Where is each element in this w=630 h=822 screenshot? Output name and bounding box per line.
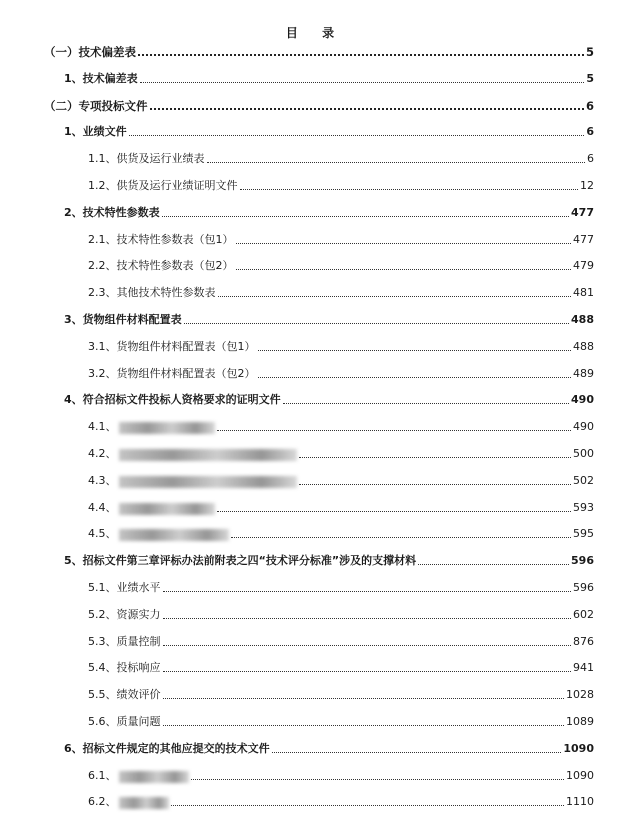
toc-entry-label: 5、招标文件第三章评标办法前附表之四“技术评分标准”涉及的支撑材料 (64, 554, 417, 567)
dot-leader (231, 537, 572, 538)
toc-entry[interactable] (64, 740, 594, 756)
toc-entry[interactable] (88, 257, 594, 273)
toc-entry-page: 479 (573, 259, 594, 272)
dot-leader (163, 698, 565, 699)
dot-leader (236, 269, 572, 270)
toc-entry-page: 489 (573, 367, 594, 380)
toc-entry-label: 4、符合招标文件投标人资格要求的证明文件 (64, 393, 281, 406)
dot-leader (150, 108, 584, 110)
dot-leader (171, 805, 565, 806)
toc-entry[interactable] (88, 767, 594, 783)
toc-entry-label: 3、货物组件材料配置表 (64, 313, 182, 326)
toc-entry-label: 3.1、货物组件材料配置表（包1） (88, 340, 256, 353)
toc-entry-label: 6.1、 (88, 769, 117, 782)
dot-leader (191, 779, 565, 780)
toc-entry-page: 593 (573, 501, 594, 514)
toc-entry[interactable] (64, 391, 594, 407)
toc-entry-label: 4.4、 (88, 501, 117, 514)
toc-entry[interactable] (88, 177, 594, 193)
toc-entry-page: 6 (586, 125, 594, 138)
toc-entry[interactable] (88, 713, 594, 729)
dot-leader (236, 243, 572, 244)
toc-entry-page: 1110 (566, 795, 594, 808)
toc-entry-page: 500 (573, 447, 594, 460)
toc-entry-label: 1、业绩文件 (64, 125, 127, 138)
toc-entry[interactable] (88, 472, 594, 488)
dot-leader (217, 511, 572, 512)
toc-entry-label: 2.1、技术特性参数表（包1） (88, 233, 234, 246)
toc-entry-page: 596 (571, 554, 594, 567)
dot-leader (138, 54, 584, 56)
dot-leader (218, 296, 572, 297)
redacted-text (119, 771, 189, 783)
toc-entry-page: 5 (586, 72, 594, 85)
toc-entry-page: 488 (571, 313, 594, 326)
toc-entry-label: 1.2、供货及运行业绩证明文件 (88, 179, 238, 192)
toc-entry-label: 5.1、业绩水平 (88, 581, 161, 594)
toc-entry-page: 1090 (566, 769, 594, 782)
redacted-text (119, 503, 215, 515)
toc-entry-label: 5.2、资源实力 (88, 608, 161, 621)
redacted-text (119, 476, 297, 488)
toc-entry-label: 4.2、 (88, 447, 117, 460)
dot-leader (272, 752, 562, 753)
toc-entry-page: 6 (585, 99, 594, 113)
toc-entry[interactable] (44, 43, 594, 59)
dot-leader (217, 430, 572, 431)
toc-entry[interactable] (64, 70, 594, 86)
dot-leader (163, 725, 565, 726)
dot-leader (283, 403, 569, 404)
toc-entry[interactable] (88, 525, 594, 541)
toc-entry-page: 490 (571, 393, 594, 406)
toc-entry[interactable] (64, 204, 594, 220)
toc-entry-label: 4.5、 (88, 527, 117, 540)
toc-entry-page: 596 (573, 581, 594, 594)
dot-leader (240, 189, 579, 190)
toc-entry[interactable] (88, 445, 594, 461)
toc-entry[interactable] (88, 338, 594, 354)
toc-entry-label: 1、技术偏差表 (64, 72, 138, 85)
toc-entry[interactable] (88, 418, 594, 434)
toc-entry-label: 5.5、绩效评价 (88, 688, 161, 701)
toc-entry-label: 5.3、质量控制 (88, 635, 161, 648)
toc-entry[interactable] (88, 499, 594, 515)
toc-entry-label: 6.2、 (88, 795, 117, 808)
dot-leader (140, 82, 585, 83)
toc-entry-page: 488 (573, 340, 594, 353)
toc-entry-page: 602 (573, 608, 594, 621)
dot-leader (418, 564, 569, 565)
toc-entry-page: 941 (573, 661, 594, 674)
toc-entry-label: 5.4、投标响应 (88, 661, 161, 674)
toc-entry-page: 1028 (566, 688, 594, 701)
toc-entry[interactable] (88, 686, 594, 702)
toc-entry-page: 5 (585, 45, 594, 59)
dot-leader (163, 671, 572, 672)
toc-entry[interactable] (88, 793, 594, 809)
redacted-text (119, 422, 215, 434)
dot-leader (207, 162, 586, 163)
toc-entry-page: 876 (573, 635, 594, 648)
toc-entry-label: 6、招标文件规定的其他应提交的技术文件 (64, 742, 270, 755)
dot-leader (299, 457, 572, 458)
toc-entry[interactable] (88, 284, 594, 300)
toc-entry[interactable] (44, 97, 594, 113)
toc-entry[interactable] (88, 365, 594, 381)
redacted-text (119, 797, 169, 809)
toc-entry-label: 2.2、技术特性参数表（包2） (88, 259, 234, 272)
toc-entry-label: 2、技术特性参数表 (64, 206, 160, 219)
toc-entry-label: 2.3、其他技术特性参数表 (88, 286, 216, 299)
toc-entry[interactable] (88, 659, 594, 675)
redacted-text (119, 529, 229, 541)
toc-entry-label: 5.6、质量问题 (88, 715, 161, 728)
dot-leader (299, 484, 572, 485)
toc-entry-page: 1089 (566, 715, 594, 728)
dot-leader (184, 323, 569, 324)
toc-entry-page: 595 (573, 527, 594, 540)
toc-entry[interactable] (88, 579, 594, 595)
toc-entry-label: （一）技术偏差表 (44, 45, 136, 59)
toc-entry-page: 1090 (563, 742, 594, 755)
toc-entry-label: 1.1、供货及运行业绩表 (88, 152, 205, 165)
dot-leader (258, 350, 572, 351)
toc-entry-label: 3.2、货物组件材料配置表（包2） (88, 367, 256, 380)
toc-entry[interactable] (64, 311, 594, 327)
toc-entry-page: 477 (573, 233, 594, 246)
toc-entry-label: （二）专项投标文件 (44, 99, 148, 113)
dot-leader (129, 135, 585, 136)
toc-entry-label: 4.1、 (88, 420, 117, 433)
toc-entry[interactable] (88, 633, 594, 649)
toc-entry[interactable] (88, 231, 594, 247)
dot-leader (162, 216, 569, 217)
dot-leader (163, 618, 572, 619)
toc-entry-page: 12 (580, 179, 594, 192)
toc-entry-page: 490 (573, 420, 594, 433)
toc-entry-page: 481 (573, 286, 594, 299)
dot-leader (258, 377, 572, 378)
toc-entry[interactable] (64, 552, 594, 568)
toc-entry-label: 4.3、 (88, 474, 117, 487)
toc-entry[interactable] (88, 606, 594, 622)
toc-entry-page: 477 (571, 206, 594, 219)
dot-leader (163, 591, 572, 592)
dot-leader (163, 645, 572, 646)
redacted-text (119, 449, 297, 461)
toc-title: 目 录 (285, 26, 345, 40)
toc-entry-page: 502 (573, 474, 594, 487)
toc-entry[interactable] (88, 150, 594, 166)
toc-entry[interactable] (64, 123, 594, 139)
toc-entry-page: 6 (587, 152, 594, 165)
